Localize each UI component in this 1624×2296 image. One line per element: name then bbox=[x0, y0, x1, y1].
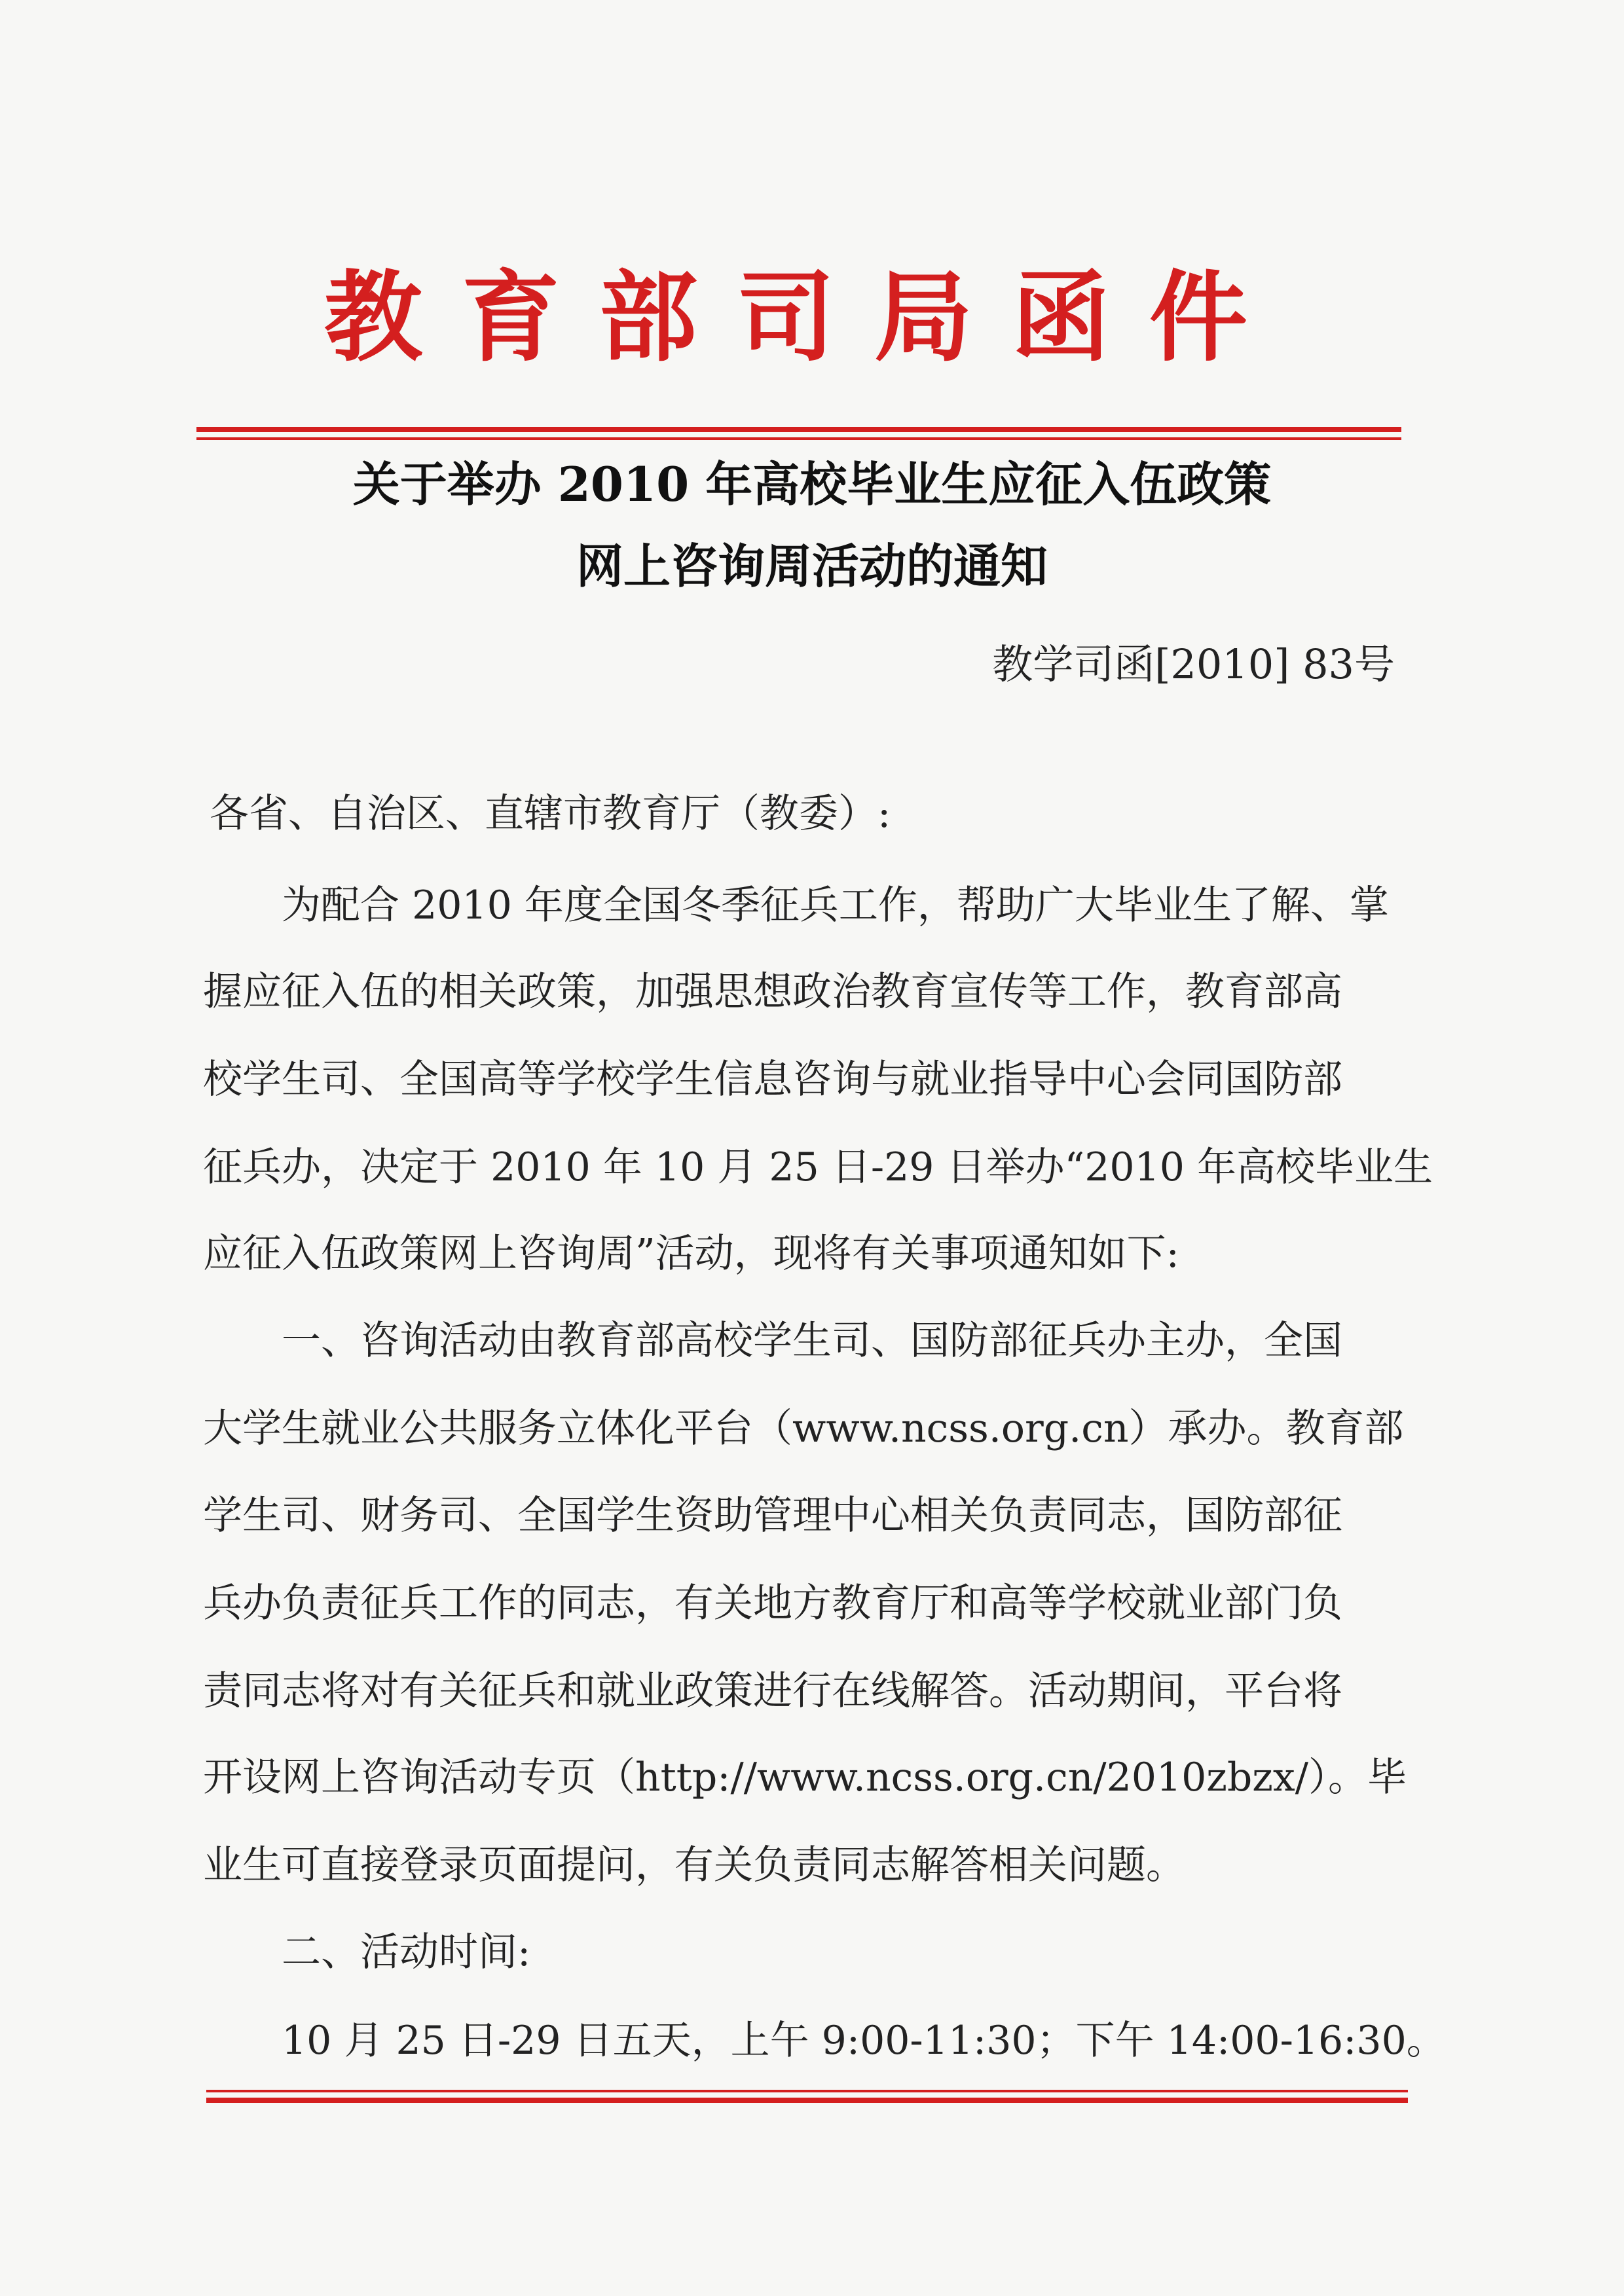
body-line: 应征入伍政策网上咨询周”活动，现将有关事项通知如下: bbox=[203, 1231, 1179, 1277]
body-line: 征兵办，决定于 2010 年 10 月 25 日-29 日举办“2010 年高校毕业生 bbox=[203, 1144, 1433, 1190]
body-line: 10 月 25 日-29 日五天，上午 9:00-11:30；下午 14:00-16:30。 bbox=[282, 2018, 1446, 2064]
notice-title-line-1: 关于举办 2010 年高校毕业生应征入伍政策 bbox=[352, 456, 1272, 512]
masthead-rule-thin bbox=[196, 437, 1401, 440]
notice-title-line-2: 网上咨询周活动的通知 bbox=[576, 538, 1048, 594]
body-line: 校学生司、全国高等学校学生信息咨询与就业指导中心会同国防部 bbox=[203, 1057, 1342, 1102]
body-line: 大学生就业公共服务立体化平台（www.ncss.org.cn）承办。教育部 bbox=[203, 1406, 1404, 1451]
footer-rule-thin bbox=[206, 2090, 1408, 2092]
body-line: 业生可直接登录页面提问，有关负责同志解答相关问题。 bbox=[203, 1842, 1185, 1888]
body-line: 开设网上咨询活动专页（http://www.ncss.org.cn/2010zbzx/）。毕 bbox=[203, 1755, 1407, 1800]
body-line: 为配合 2010 年度全国冬季征兵工作，帮助广大毕业生了解、掌 bbox=[282, 883, 1389, 928]
body-line: 学生司、财务司、全国学生资助管理中心相关负责同志，国防部征 bbox=[203, 1493, 1342, 1539]
body-line: 责同志将对有关征兵和就业政策进行在线解答。活动期间，平台将 bbox=[203, 1668, 1342, 1714]
salutation: 各省、自治区、直辖市教育厅（教委）: bbox=[210, 791, 891, 837]
body-line: 兵办负责征兵工作的同志，有关地方教育厅和高等学校就业部门负 bbox=[203, 1580, 1342, 1626]
body-line: 握应征入伍的相关政策，加强思想政治教育宣传等工作，教育部高 bbox=[203, 969, 1342, 1015]
masthead-rule-thick bbox=[196, 427, 1401, 432]
body-line: 一、咨询活动由教育部高校学生司、国防部征兵办主办，全国 bbox=[282, 1318, 1342, 1364]
document-number: 教学司函[2010] 83号 bbox=[992, 640, 1395, 688]
section-heading: 二、活动时间: bbox=[282, 1929, 531, 1975]
masthead-title: 教育部司局函件 bbox=[323, 260, 1287, 375]
footer-rule-thick bbox=[206, 2098, 1408, 2103]
